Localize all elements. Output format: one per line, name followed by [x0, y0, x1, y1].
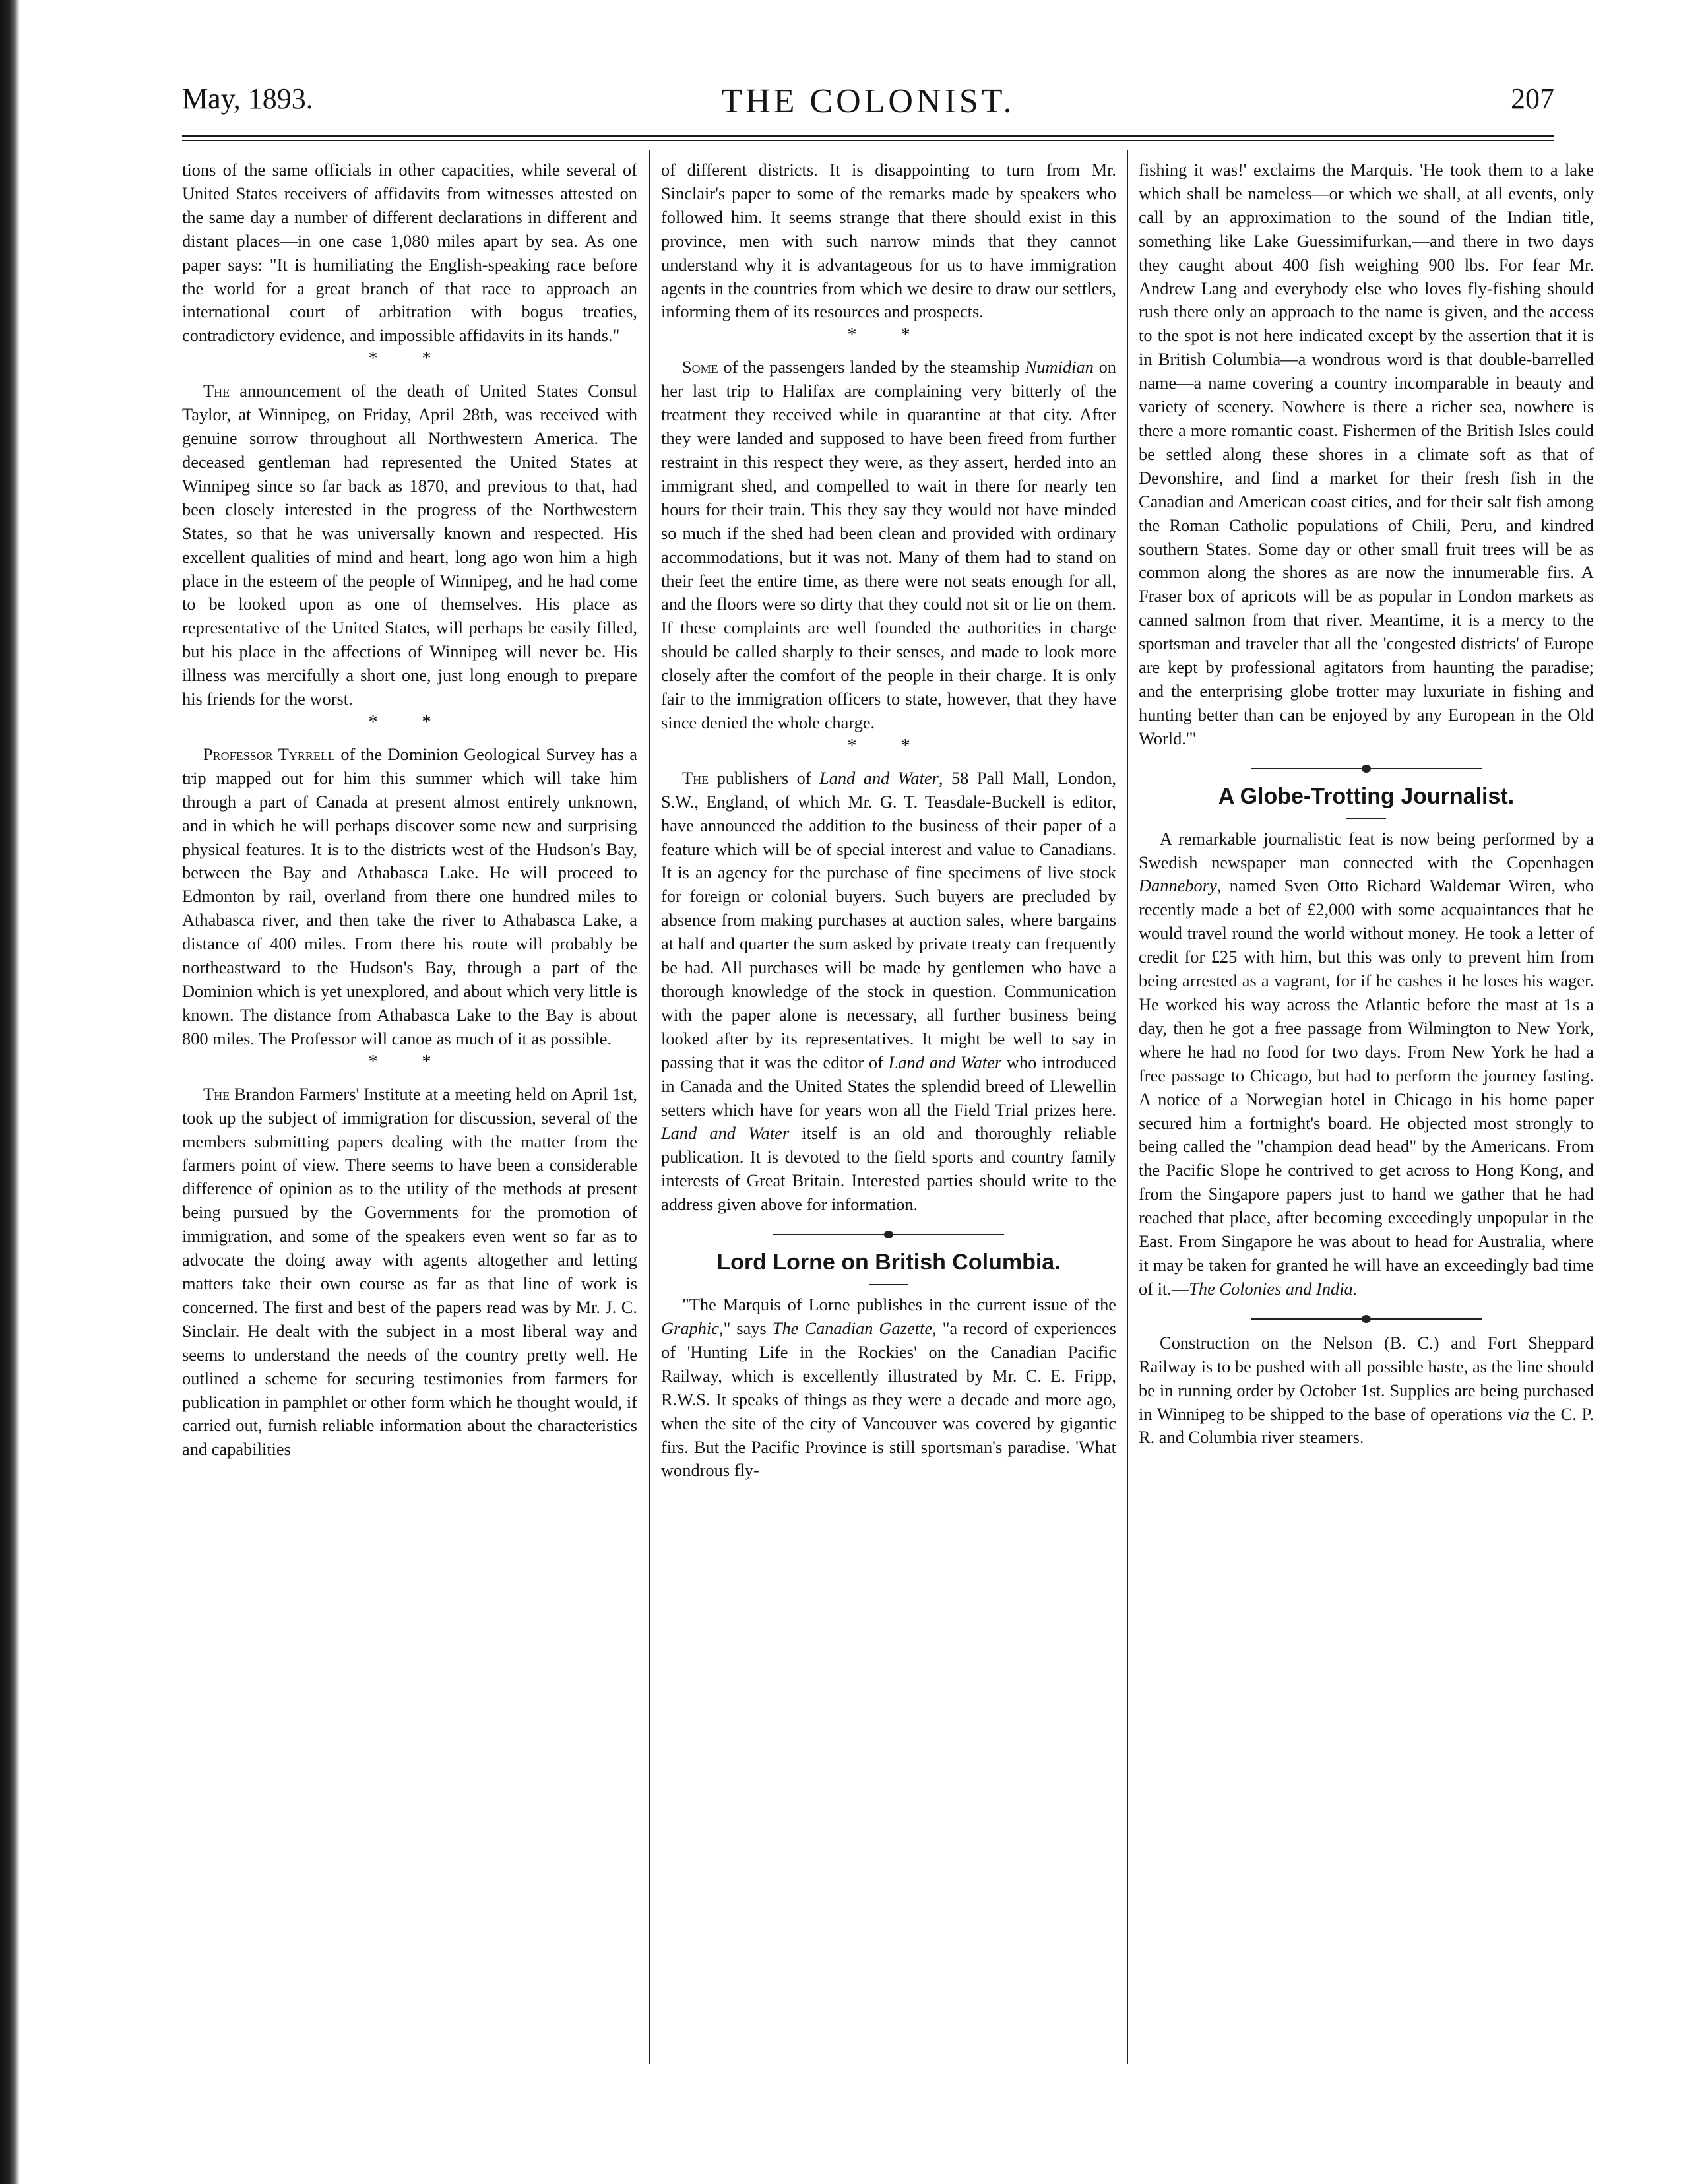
section-separator: * *	[368, 711, 451, 732]
paragraph-text: , 58 Pall Mall, London, S.W., England, of which Mr. G. T. Teasdale-Buckell is editor, have announced the addition to the business of their paper of a feature which will be of special interest and value to Canadians. It is an agency for the purchase of fine specimens of live stock for foreign or colonial buyers. Such buyers are precluded by absence from making purchases at auction sales, where bargains at half and quarter the sum asked by private treaty can frequently be had. All purchases will be made by gentlemen who have a thorough knowledge of the stock in question. Communication with the paper alone is necessary, all further business being looked after by its representatives. It might be well to say in passing that it was the editor of	[661, 767, 1116, 1072]
heading-underline	[1346, 818, 1386, 819]
paragraph-text: Brandon Farmers' Institute at a meeting held on April 1st, took up the subject of immigration for discussion, several of the members submitting papers dealing with the matter from the farmers point of view. There seems to have been a considerable difference of opinion as to the utility of the methods at present being pursued by the Governments for the promotion of immigration, and some of the speakers even went so far as to advocate the doing away with agents altogether and letting matters take their own course as far as that line of work is concerned. The first and best of the papers read was by Mr. J. C. Sinclair. He dealt with the subject in a most liberal way and seems to understand the needs of the country pretty well. He outlined a scheme for securing testimonies from farmers for publication in pamphlet or other form which he thought would, if carried out, furnish reliable information about the characteristics and capabilities	[182, 1083, 637, 1460]
article-heading: Lord Lorne on British Columbia.	[716, 1250, 1061, 1275]
page-binding-edge	[0, 0, 20, 2184]
paragraph-text: of the passengers landed by the steamship	[718, 357, 1025, 377]
paper-name: The Canadian Gazette	[772, 1318, 933, 1338]
paragraph-text: announcement of the death of United States Consul Taylor, at Winnipeg, on Friday, April 28th, was received with genuine sorrow throughout all Northwestern America. The deceased gentleman had represented the United States at Winnipeg since so far back as 1870, and previous to that, had been closely interested in the progress of the Northwestern States, so that he was universally known and respected. His excellent qualities of mind and heart, long ago won him a high place in the esteem of the people of Winnipeg, and he had come to be looked upon as one of themselves. His place as representative of the United States, will perhaps be easily filled, but his place in the affections of Winnipeg will never be. His illness was mercifully a short one, just long enough to prepare his friends for the worst.	[182, 381, 637, 709]
column-2	[661, 158, 1116, 1483]
column-1	[182, 158, 637, 1461]
page-header	[182, 82, 1554, 128]
column-3	[1139, 158, 1594, 1450]
paper-name: Land and Water	[661, 1123, 790, 1143]
paper-name: Graphic	[661, 1318, 719, 1338]
article-paragraph: fishing it was!' exclaims the Marquis. 'He took them to a lake which shall be nameless—or which we shall, at all events, only call by an approximation to the sound of the Indian title, something like Lake Guessimifurkan,—and there in two days they caught about 400 fish weighing 900 lbs. For fear Mr. Andrew Lang and everybody else who loves fly-fishing should rush there only an approach to the name is given, and the access to the spot is not here indicated except by the assertion that it is in British Columbia—a wondrous word is that double-barrelled name—a name covering a country incomparable in beauty and variety of scenery. Nowhere is there a richer sea, nowhere is there a more romantic coast. Fishermen of the British Isles could be settled along these shores in a climate soft as that of Devonshire, and find a market for their fresh fish in the Canadian and American coast cities, and for their salt fish among the Roman Catholic populations of Chili, Peru, and kindred southern States. Some day or other small fruit trees will be as common along the shores as are now the innumerable firs. A Fraser box of apricots will be as popular in London markets as canned salmon from that river. Meantime, it is a mercy to the sportsman and traveler that all the 'congested districts' of Europe are kept by professional agitators from haunting the paradise; and the enterprising globe trotter may luxuriate in fishing and hunting better than can be enjoyed by any European in the Old World.'"	[1139, 160, 1594, 748]
paragraph-text: ," says	[718, 1318, 773, 1338]
page-number: 207	[1511, 82, 1554, 115]
paragraph-text: A remarkable journalistic feat is now being performed by a Swedish newspaper man connected with the Copenhagen	[1139, 828, 1594, 872]
header-rule-thin	[182, 140, 1554, 141]
article-nelson-railway	[1139, 1332, 1594, 1450]
paragraph-text: , named Sven Otto Richard Waldemar Wiren, who recently made a bet of £2,000 with some acquaintances that he would travel round the world without money. He took a letter of credit for £25 with him, but this was only to prevent him from being arrested as a vagrant, for if he cashes it he loses his wager. He worked his way across the Atlantic before the mast at 1s a day, then he got a free passage from Wilmington to New York, where he had no food for two days. From New York he had a free passage to Chicago, but had to perform the journey fasting. A notice of a Norwegian hotel in Chicago in his home paper secured him a fortnight's board. He objected most strongly to being called the "champion dead head" by the Americans. From the Pacific Slope he contrived to get across to Hong Kong, and from the Singapore papers just to hand we gather that he had reached that place, after becoming exceedingly unpopular in the East. From Singapore he was about to head for Australia, where it may be taken for granted he will have an exceedingly bad time of it.—	[1139, 876, 1594, 1299]
paragraph-text: , "a record of experiences of 'Hunting Life in the Rockies' on the Canadian Pacific Railway, which is excellently illustrated by Mr. C. E. Fripp, R.W.S. It speaks of things as they were a decade and more ago, when the site of the city of Vancouver was covered by gigantic firs. But the Pacific Province is still sportsman's paradise. 'What wondrous fly-	[661, 1318, 1116, 1481]
italic-word: via	[1507, 1403, 1529, 1424]
paragraph-text: the C. P. R. and Columbia river steamers.	[1139, 1403, 1594, 1448]
article-professor-tyrrell	[182, 743, 637, 1051]
ornamental-divider	[1139, 761, 1594, 776]
paragraph-text: of the Dominion Geological Survey has a trip mapped out for him this summer which will take him through a part of Canada at present almost entirely unknown, and in which he will perhaps discover some new and surprising physical features. It is to the districts west of the Hudson's Bay, between the Bay and Athabasca Lake. He will proceed to Edmonton by rail, overland from there one hundred miles to Athabasca river, and then take the river to Athabasca Lake, a distance of 400 miles. From there his route will probably be northeastward to the Hudson's Bay, through a part of the Dominion which is yet unexplored, and about which very little is known. The distance from Athabasca Lake to the Bay is about 800 miles. The Professor will canoe as much of it as possible.	[182, 744, 637, 1048]
divider-ornament	[1362, 765, 1371, 773]
section-separator: * *	[368, 1051, 451, 1072]
column-rule-2	[1127, 150, 1128, 2064]
paragraph-text: publishers of	[709, 767, 820, 788]
article-consul-taylor	[182, 379, 637, 711]
article-paragraph: tions of the same officials in other capacities, while several of United States receivers of affidavits from witnesses attested on the same day a number of different declarations in different and distant places—in one case 1,080 miles apart by sea. As one paper says: "It is humiliating the English-speaking race before the world for a great branch of that race to approach an international court of arbitration with bogus treaties, contradictory evidence, and impossible affidavits in its hands."	[182, 160, 637, 346]
paragraph-text: Construction on the Nelson (B. C.) and Fort Sheppard Railway is to be pushed with all possible haste, as the line should be in running order by October 1st. Supplies are being purchased in Winnipeg to be shipped to the base of operations	[1139, 1332, 1594, 1424]
section-separator: * *	[368, 348, 451, 369]
lead-word: Some	[682, 357, 718, 377]
lead-word: The	[682, 767, 709, 788]
publication-title: THE COLONIST.	[721, 82, 1015, 120]
article-land-and-water	[661, 767, 1116, 1217]
source-credit: The Colonies and India.	[1189, 1278, 1358, 1299]
heading-underline	[869, 1284, 908, 1285]
lead-word: The	[203, 381, 230, 401]
lead-word: Professor Tyrrell	[203, 744, 335, 764]
paragraph-text: itself is an old and thoroughly reliable publication. It is devoted to the field sports and country family interests of Great Britain. Interested parties should write to the address given above for information.	[661, 1123, 1116, 1215]
article-paragraph: of different districts. It is disappointing to turn from Mr. Sinclair's paper to some of the remarks made by speakers who followed him. It seems strange that there should exist in this province, men with such narrow minds that they cannot understand why it is advantageous for us to have immigration agents in the countries from which we desire to draw our settlers, informing them of its resources and prospects.	[661, 160, 1116, 322]
article-globe-trotter	[1139, 827, 1594, 1301]
divider-ornament	[884, 1231, 893, 1238]
ship-name: Numidian	[1025, 357, 1094, 377]
paper-name: Land and Water	[888, 1052, 1002, 1072]
column-rule-1	[649, 150, 650, 2064]
issue-date: May, 1893.	[182, 82, 313, 115]
paragraph-text: on her last trip to Halifax are complaining very bitterly of the treatment they received while in quarantine at that city. After they were landed and supposed to have been freed from further restraint in this respect they were, as they assert, herded into an immigrant shed, and compelled to wait in there for nearly ten hours for their train. This they say they would not have minded so much if the shed had been clean and provided with ordinary accommodations, but it was not. Many of them had to stand on their feet the entire time, as there were not seats enough for all, and the floors were so dirty that they could not sit or lie on them. If these complaints are well founded the authorities in charge should be called sharply to their senses, and made to look more closely after the comfort of the people in their charge. It is only fair to the immigration officers to state, however, that they have since denied the whole charge.	[661, 357, 1116, 732]
article-numidian-passengers	[661, 356, 1116, 735]
paragraph-text: "The Marquis of Lorne publishes in the current issue of the	[682, 1295, 1116, 1315]
lead-word: The	[203, 1083, 230, 1104]
paper-name: Land and Water	[819, 767, 939, 788]
ornamental-divider	[661, 1227, 1116, 1242]
article-heading: A Globe-Trotting Journalist.	[1218, 783, 1515, 809]
article-brandon-institute	[182, 1083, 637, 1462]
section-separator: * *	[847, 325, 930, 346]
ornamental-divider	[1139, 1312, 1594, 1326]
article-lord-lorne	[661, 1293, 1116, 1483]
header-rule-thick	[182, 135, 1554, 137]
paper-name: Dannebory	[1139, 876, 1217, 896]
divider-ornament	[1362, 1315, 1371, 1323]
section-separator: * *	[847, 735, 930, 756]
paragraph-text: who introduced in Canada and the United States the splendid breed of Llewellin setters which have for years won all the Field Trial prizes here.	[661, 1052, 1116, 1120]
